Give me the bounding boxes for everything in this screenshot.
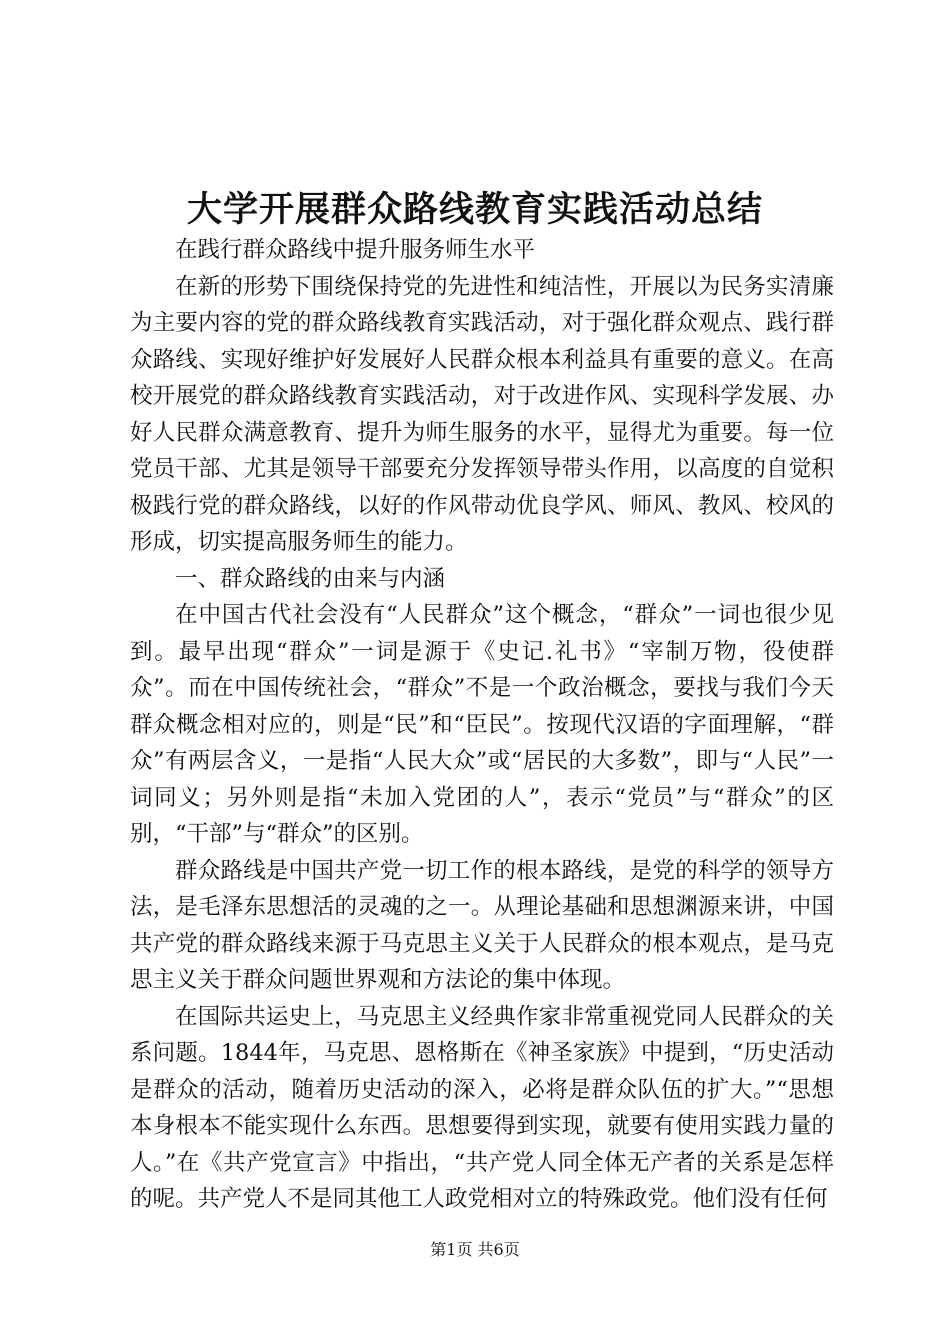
document-title: 大学开展群众路线教育实践活动总结: [186, 189, 763, 230]
body-paragraph: 在新的形势下围绕保持党的先进性和纯洁性，开展以为民务实清廉为主要内容的党的群众路线教育实践活动，对于强化群众观点、践行群众路线、实现好维护好发展好人民群众根本利益具有重要的意义。在高校开展党的群众路线教育实践活动，对于改进作风、实现科学发展、办好人民群众满意教育、提升为师生服务的水平，显得尤为重要。每一位党员干部、尤其是领导干部要充分发挥领导带头作用，以高度的自觉积极践行党的群众路线，以好的作风带动优良学风、师风、教风、校风的形成，切实提高服务师生的能力。: [130, 273, 834, 555]
page-number-footer: 第1页 共6页: [430, 1240, 520, 1259]
body-paragraph: 在中国古代社会没有“人民群众”这个概念，“群众”一词也很少见到。最早出现“群众”一词是源于《史记.礼书》“宰制万物，役使群众”。而在中国传统社会，“群众”不是一个政治概念，要找与我们今天群众概念相对应的，则是“民”和“臣民”。按现代汉语的字面理解，“群众”有两层含义，一是指“人民大众”或“居民的大多数”，即与“人民”一词同义；另外则是指“未加入党团的人”，表示“党员”与“群众”的区别，“干部”与“群众”的区别。: [130, 602, 834, 847]
subtitle-paragraph: 在践行群众路线中提升服务师生水平: [175, 237, 536, 263]
document-body: [130, 232, 834, 1218]
section-heading: 一、群众路线的由来与内涵: [175, 565, 446, 592]
body-paragraph: 在国际共运史上，马克思主义经典作家非常重视党同人民群众的关系问题。1844年，马克思、恩格斯在《神圣家族》中提到，“历史活动是群众的活动，随着历史活动的深入，必将是群众队伍的扩大。”“思想本身根本不能实现什么东西。思想要得到实现，就要有使用实践力量的人。”在《共产党宣言》中指出，“共产党人同全体无产者的关系是怎样的呢。共产党人不是同其他工人政党相对立的特殊政党。他们没有任何: [130, 1003, 834, 1212]
body-paragraph: 群众路线是中国共产党一切工作的根本路线，是党的科学的领导方法，是毛泽东思想活的灵魂的之一。从理论基础和思想渊源来讲，中国共产党的群众路线来源于马克思主义关于人民群众的根本观点，是马克思主义关于群众问题世界观和方法论的集中体现。: [130, 857, 834, 993]
